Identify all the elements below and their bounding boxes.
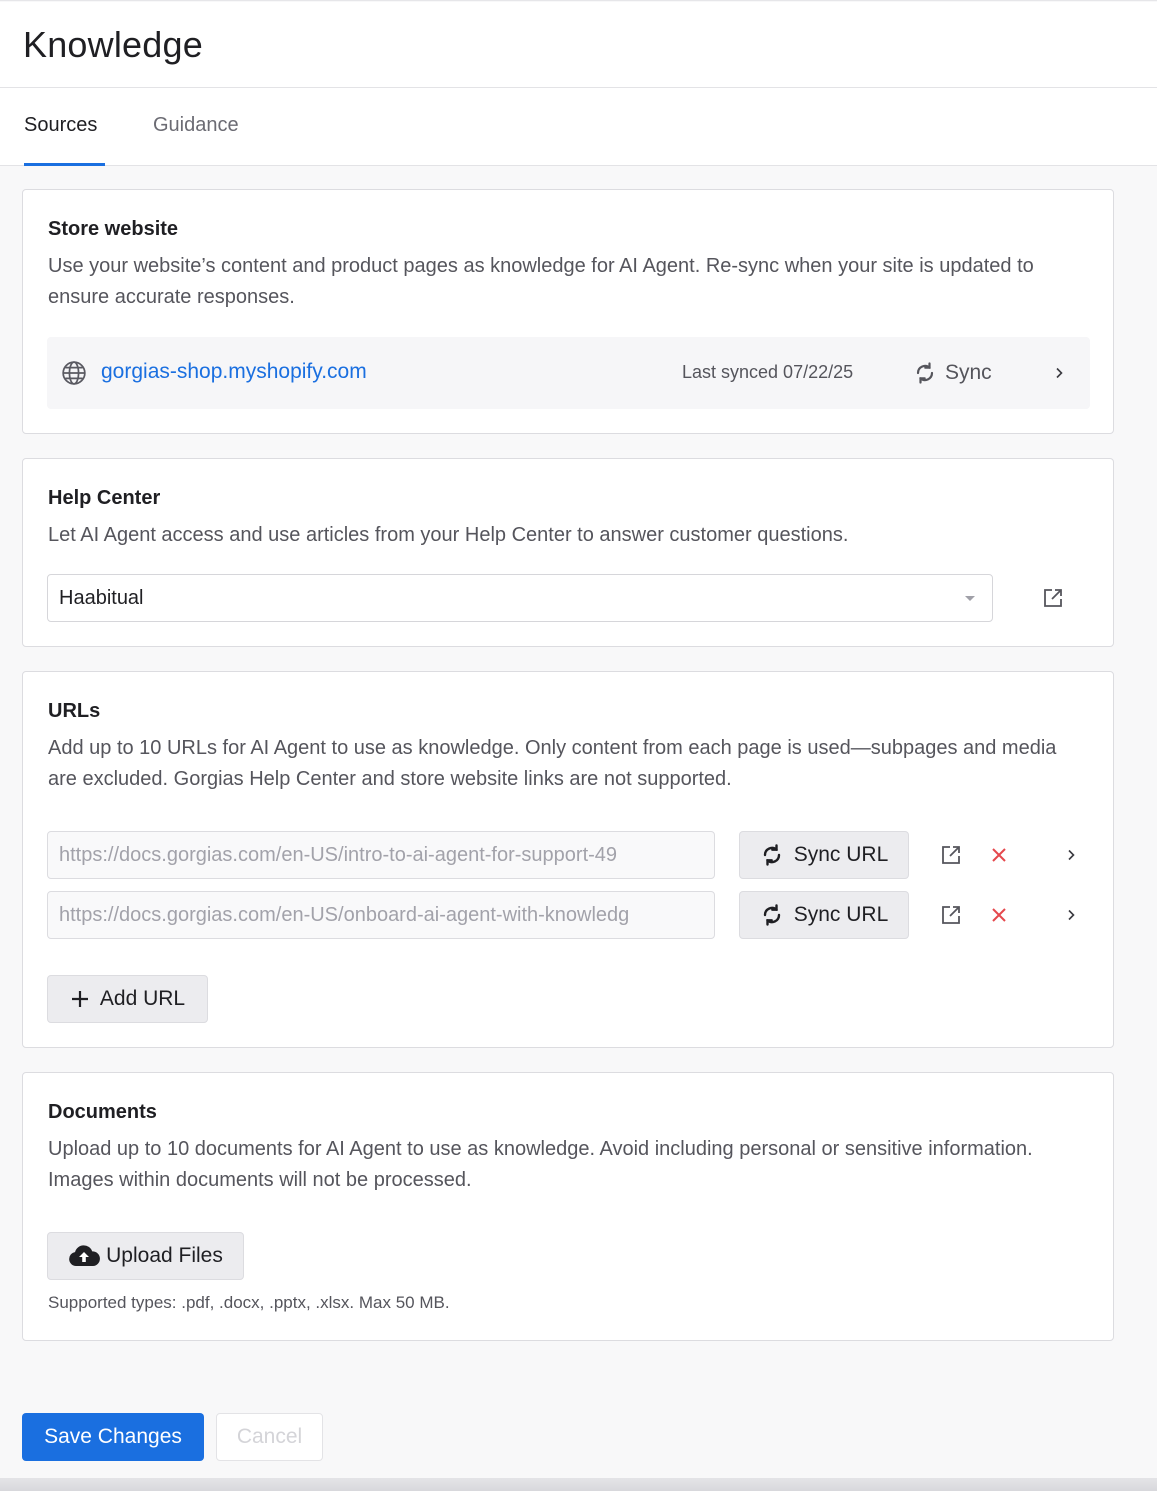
tab-bar	[0, 88, 1157, 166]
external-link-icon[interactable]	[940, 904, 962, 926]
sync-icon	[913, 361, 937, 385]
sync-icon	[760, 903, 784, 927]
plus-icon	[70, 989, 90, 1009]
cloud-upload-icon	[68, 1245, 100, 1267]
bottom-edge	[0, 1478, 1157, 1491]
help-center-card	[22, 458, 1114, 647]
globe-icon	[61, 360, 87, 386]
page-title: Knowledge	[23, 24, 203, 65]
store-website-description: Use your website’s content and product pages as knowledge for AI Agent. Re-sync when your site is updated to ensure accurate responses.	[48, 255, 1034, 308]
help-center-selected-value: Haabitual	[59, 587, 144, 609]
caret-down-icon	[965, 596, 975, 601]
urls-title: URLs	[48, 700, 101, 722]
close-icon[interactable]	[990, 846, 1008, 864]
sync-button[interactable]	[913, 355, 1003, 391]
store-website-link[interactable]: gorgias-shop.myshopify.com	[101, 360, 367, 383]
sync-icon	[760, 843, 784, 867]
help-center-description: Let AI Agent access and use articles from your Help Center to answer customer questions.	[48, 524, 849, 546]
sync-url-button[interactable]	[739, 831, 909, 879]
supported-types-text: Supported types: .pdf, .docx, .pptx, .xlsx. Max 50 MB.	[48, 1293, 450, 1312]
active-tab-indicator	[24, 163, 105, 166]
sync-url-label: Sync URL	[793, 903, 889, 926]
urls-card	[22, 671, 1114, 1048]
save-changes-button[interactable]: Save Changes	[22, 1413, 204, 1461]
store-website-row[interactable]	[47, 337, 1090, 409]
add-url-button[interactable]	[47, 975, 208, 1023]
last-synced-text: Last synced 07/22/25	[682, 362, 854, 382]
upload-files-button[interactable]	[47, 1232, 244, 1280]
upload-files-label: Upload Files	[106, 1244, 223, 1267]
sync-url-button[interactable]	[739, 891, 909, 939]
chevron-right-icon[interactable]	[1064, 908, 1078, 922]
store-website-card	[22, 189, 1114, 434]
tab-guidance[interactable]: Guidance	[153, 114, 239, 136]
page-header	[0, 2, 1157, 88]
help-center-title: Help Center	[48, 487, 161, 509]
urls-description: Add up to 10 URLs for AI Agent to use as knowledge. Only content from each page is used—subpages and media are excluded. Gorgias Help Center and store website links are not supported.	[48, 737, 1057, 790]
documents-title: Documents	[48, 1101, 157, 1123]
documents-card	[22, 1072, 1114, 1341]
cancel-button[interactable]: Cancel	[216, 1413, 323, 1461]
documents-description: Upload up to 10 documents for AI Agent to use as knowledge. Avoid including personal or sensitive information. Images within documents will not be processed.	[48, 1138, 1033, 1191]
sync-url-label: Sync URL	[793, 843, 889, 866]
store-website-title: Store website	[48, 218, 179, 240]
url-value: https://docs.gorgias.com/en-US/intro-to-ai-agent-for-support-49	[59, 844, 618, 866]
url-input[interactable]	[47, 891, 715, 939]
chevron-right-icon[interactable]	[1064, 848, 1078, 862]
external-link-icon[interactable]	[940, 844, 962, 866]
sync-label: Sync	[945, 361, 992, 384]
tab-sources[interactable]: Sources	[24, 114, 98, 136]
add-url-label: Add URL	[99, 987, 186, 1010]
help-center-select[interactable]	[47, 574, 993, 622]
url-input[interactable]	[47, 831, 715, 879]
external-link-icon[interactable]	[1042, 587, 1064, 609]
chevron-right-icon[interactable]	[1052, 366, 1066, 380]
url-value: https://docs.gorgias.com/en-US/onboard-ai-agent-with-knowledg	[59, 904, 630, 926]
close-icon[interactable]	[990, 906, 1008, 924]
